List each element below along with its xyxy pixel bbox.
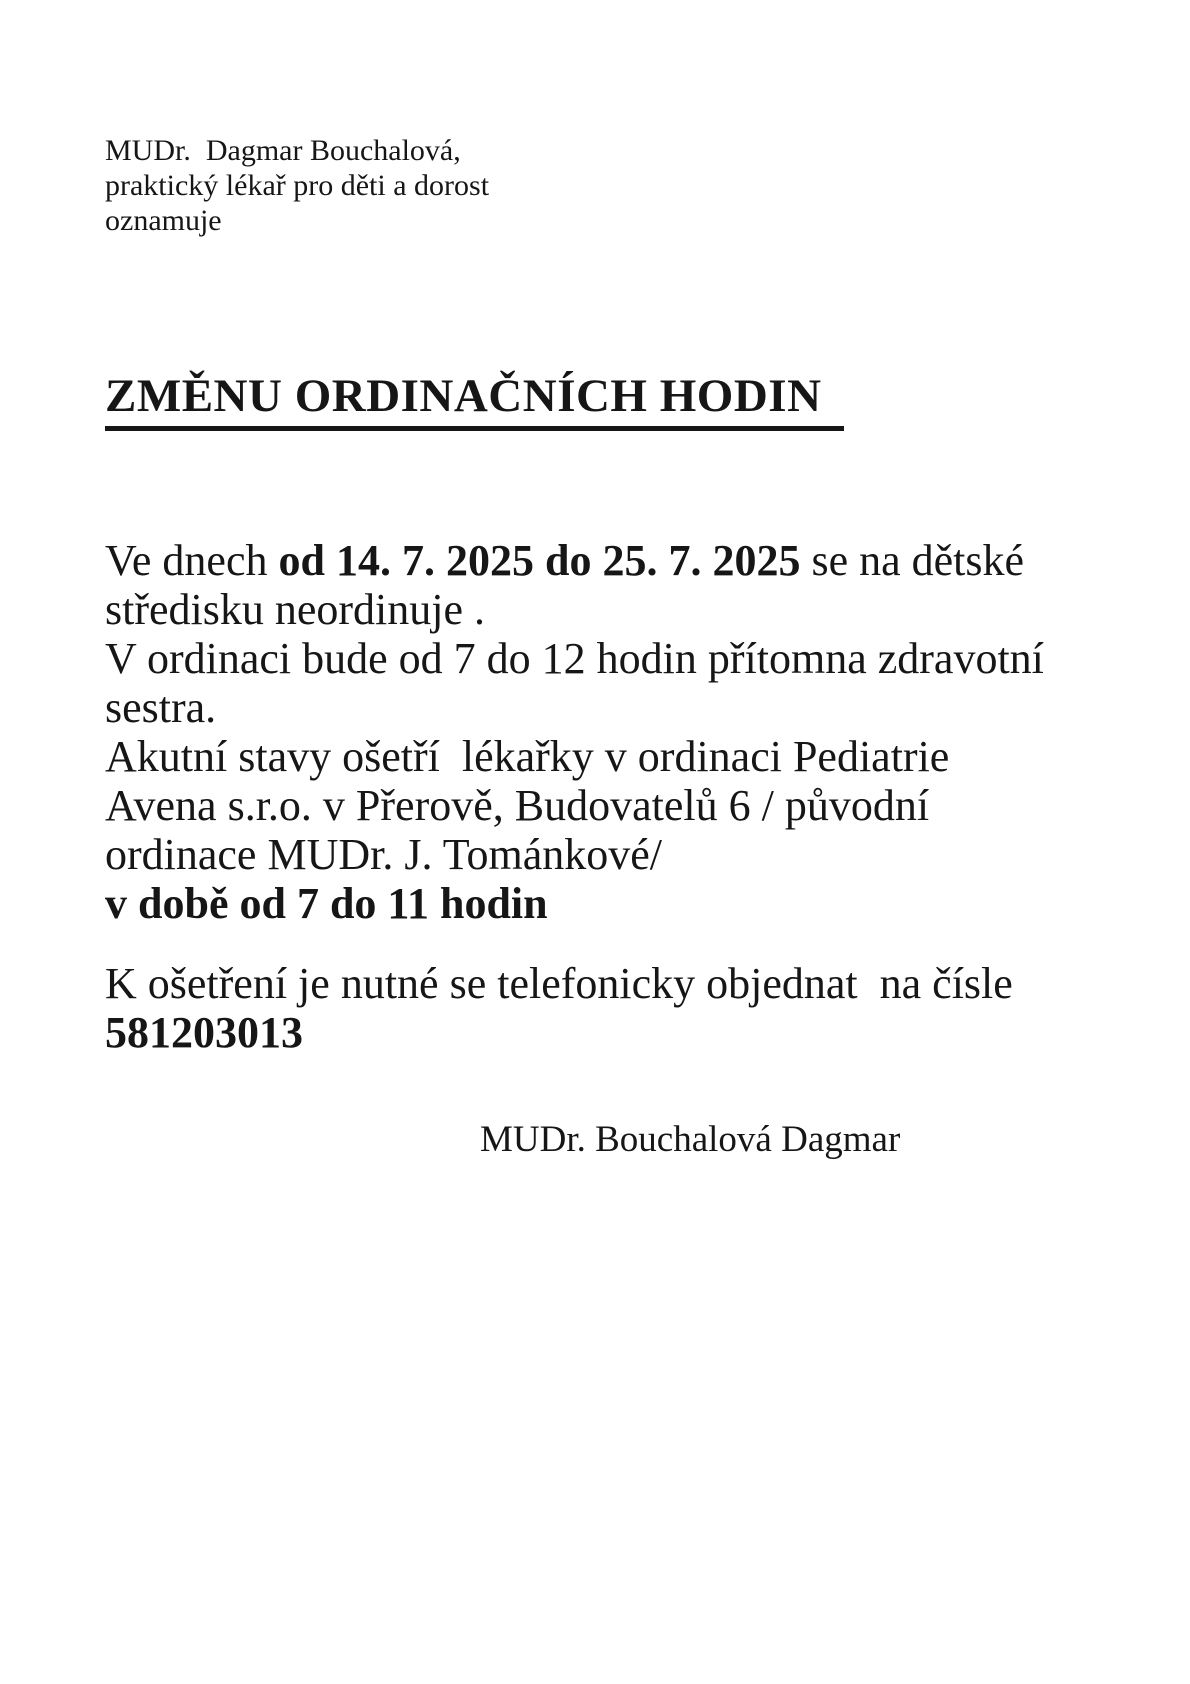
- dates-suffix: se na dětské: [800, 536, 1025, 585]
- body-line-1: [105, 536, 1115, 585]
- body-line-2: středisku neordinuje .: [105, 585, 486, 634]
- notice-title: [105, 368, 844, 431]
- body-line-5: Akutní stavy ošetří lékařky v ordinaci Pediatrie: [105, 732, 950, 781]
- signature-name: MUDr. Bouchalová Dagmar: [480, 1119, 901, 1160]
- signature: [480, 1118, 900, 1162]
- body-line-7: ordinace MUDr. J. Tománkové/: [105, 830, 663, 879]
- phone-number: 581203013: [105, 1008, 303, 1057]
- body-line-6: Avena s.r.o. v Přerově, Budovatelů 6 / původní: [105, 781, 930, 830]
- practice-type-line: praktický lékař pro děti a dorost: [105, 169, 490, 202]
- notice-title-text: ZMĚNU ORDINAČNÍCH HODIN: [105, 368, 844, 431]
- hours-line: v době od 7 do 11 hodin: [105, 879, 548, 928]
- dates-range: od 14. 7. 2025 do 25. 7. 2025: [278, 536, 801, 585]
- body-line-4: sestra.: [105, 683, 217, 732]
- dates-prefix: Ve dnech: [105, 536, 279, 585]
- doctor-header: [105, 133, 489, 238]
- announces-line: oznamuje: [105, 204, 222, 237]
- phone-paragraph: [105, 959, 1013, 1057]
- doctor-name-line: MUDr. Dagmar Bouchalová,: [105, 134, 461, 167]
- phone-instruction-line: K ošetření je nutné se telefonicky objednat na čísle: [105, 959, 1013, 1008]
- body-line-3: V ordinaci bude od 7 do 12 hodin přítomna zdravotní: [105, 634, 1044, 683]
- notice-body: [105, 536, 1115, 928]
